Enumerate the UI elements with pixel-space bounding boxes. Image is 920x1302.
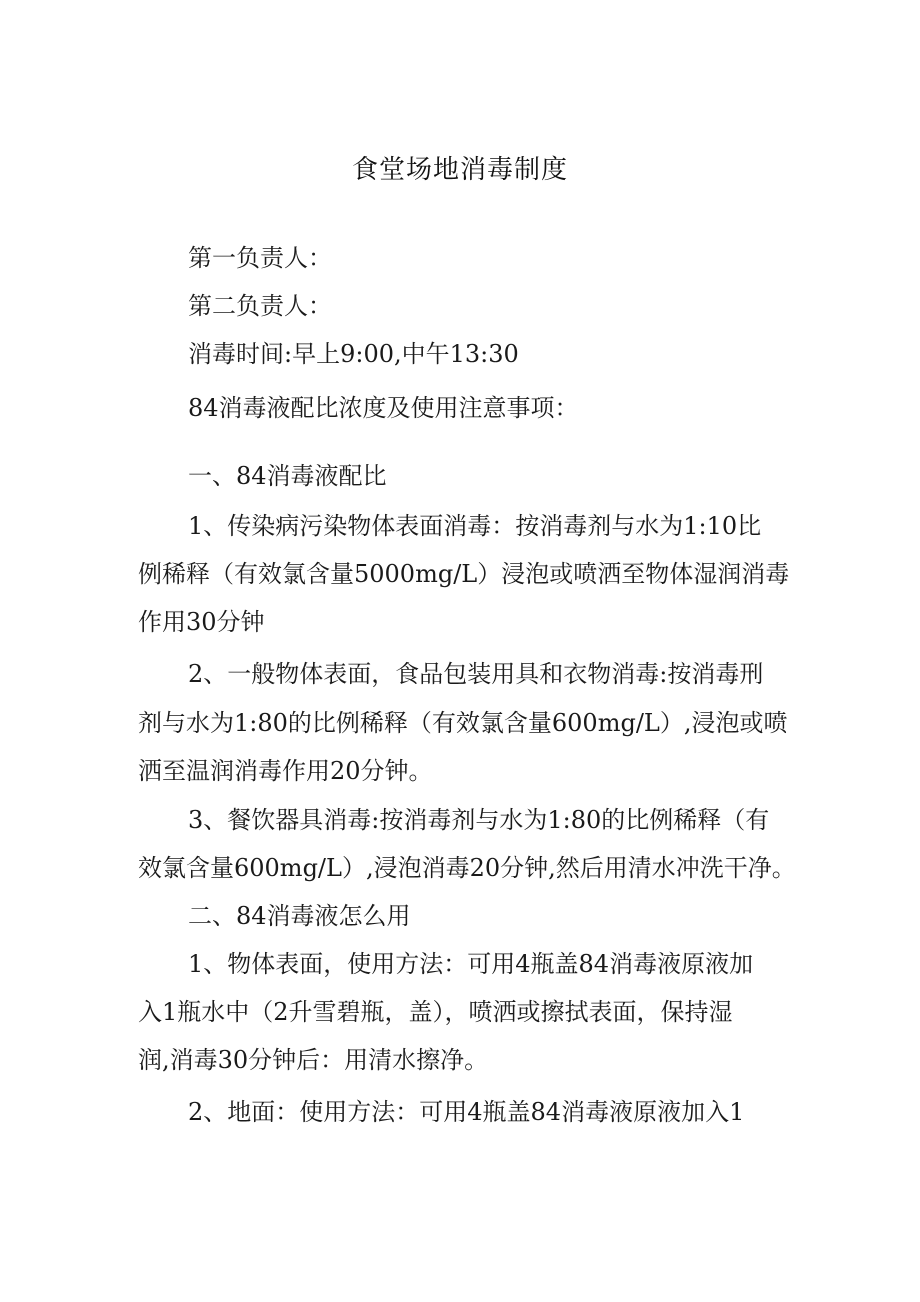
paragraph-line: 润,消毒30分钟后：用清水擦净。 xyxy=(138,1046,489,1074)
paragraph-line: 2、一般物体表面，食品包装用具和衣物消毒:按消毒刑 xyxy=(188,660,764,688)
ratio-notes-heading: 84消毒液配比浓度及使用注意事项： xyxy=(188,394,579,422)
second-responsible-line: 第二负责人： xyxy=(188,292,332,320)
paragraph-line: 入1瓶水中（2升雪碧瓶，盖），喷洒或擦拭表面，保持湿 xyxy=(138,998,733,1026)
paragraph-line: 1、物体表面，使用方法：可用4瓶盖84消毒液原液加 xyxy=(188,950,754,978)
paragraph-line: 3、餐饮器具消毒:按消毒剂与水为1:80的比例稀释（有 xyxy=(188,806,770,834)
section-one-heading: 一、84消毒液配比 xyxy=(188,462,387,490)
paragraph-line: 剂与水为1:80的比例稀释（有效氯含量600mg/L）,浸泡或喷 xyxy=(138,709,788,737)
paragraph-line: 效氯含量600mg/L）,浸泡消毒20分钟,然后用清水冲洗干净。 xyxy=(138,854,796,882)
paragraph-line: 1、传染病污染物体表面消毒：按消毒剂与水为1:10比 xyxy=(188,512,762,540)
paragraph-line: 洒至温润消毒作用20分钟。 xyxy=(138,757,433,785)
section-two-heading: 二、84消毒液怎么用 xyxy=(188,902,411,930)
document-title: 食堂场地消毒制度 xyxy=(351,155,568,185)
paragraph-line: 2、地面：使用方法：可用4瓶盖84消毒液原液加入1 xyxy=(188,1098,745,1126)
disinfection-time-line: 消毒时间:早上9:00,中午13:30 xyxy=(188,340,519,368)
first-responsible-line: 第一负责人： xyxy=(188,244,332,272)
paragraph-line: 作用30分钟 xyxy=(138,608,265,636)
paragraph-line: 例稀释（有效氯含量5000mg/L）浸泡或喷洒至物体湿润消毒 xyxy=(138,560,790,588)
